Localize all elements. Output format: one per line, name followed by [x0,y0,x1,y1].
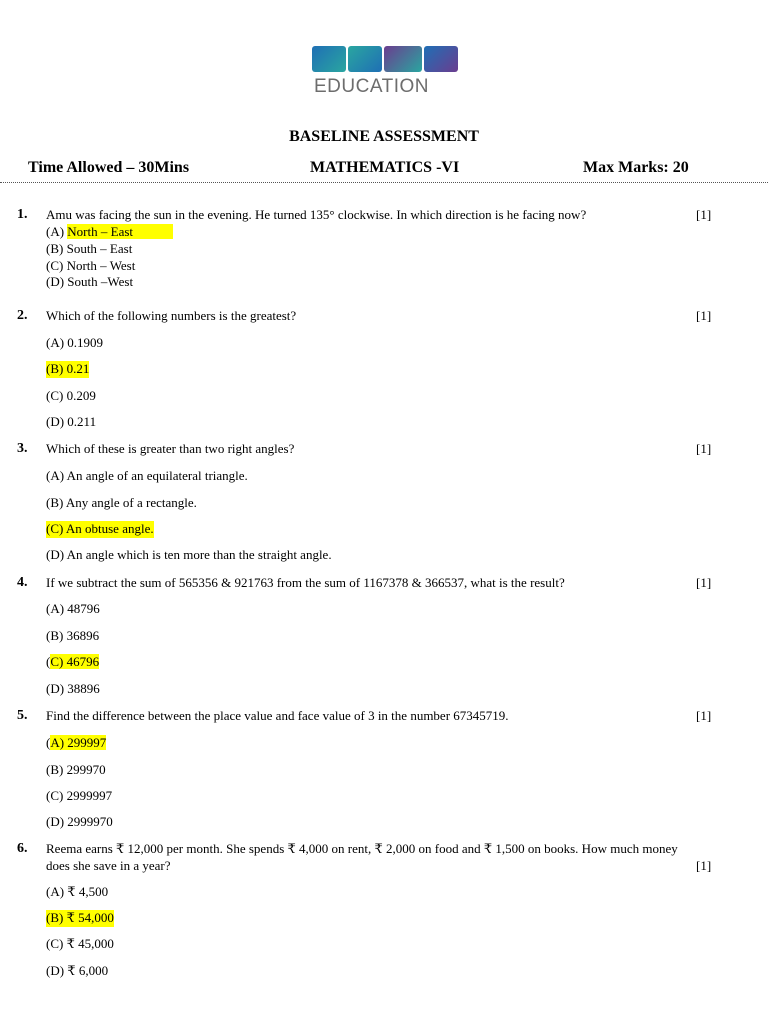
gems-logo-mark-icon [312,46,460,72]
question-marks: [1] [696,575,712,590]
option-c-label: ₹ 45,000 [66,936,114,951]
question-text: Which of the following numbers is the greatest? [46,308,297,323]
option-c-label: C) 46796 [50,654,100,669]
option-c[interactable]: (C) 2999997 [46,788,113,803]
option-d-label: South –West [67,274,134,289]
option-b-label: South – East [66,241,133,256]
question-marks: [1] [696,308,712,323]
option-a-label: A) 299997 [50,735,107,750]
question-marks: [1] [696,858,712,873]
option-a[interactable]: (A) 0.1909 [46,335,104,350]
option-c-label: 0.209 [66,388,96,403]
option-b-label: 36896 [66,628,100,643]
option-b[interactable]: (B) 299970 [46,762,106,777]
option-a[interactable]: (A) An angle of an equilateral triangle. [46,468,248,483]
option-c-label: An obtuse angle. [65,521,154,536]
option-d[interactable]: (D) South –West [46,274,134,289]
question-number: 5. [17,708,28,723]
option-a-label: An angle of an equilateral triangle. [66,468,248,483]
option-b[interactable]: (B) Any angle of a rectangle. [46,495,197,510]
subject-label: MATHEMATICS -VI [310,159,460,176]
option-b-label: ₹ 54,000 [66,910,114,925]
question-text: Which of these is greater than two right angles? [46,441,295,456]
option-a[interactable]: (A) ₹ 4,500 [46,884,109,899]
max-marks: Max Marks: 20 [583,159,689,176]
option-a-label: 48796 [67,601,100,616]
option-c-label: 2999997 [66,788,113,803]
question-text: If we subtract the sum of 565356 & 921763 from the sum of 1167378 & 366537, what is the result? [46,575,565,590]
option-d-label: ₹ 6,000 [67,963,109,978]
option-d-label: An angle which is ten more than the straight angle. [66,547,332,562]
header-divider [0,182,768,183]
option-b[interactable]: (B) 36896 [46,628,100,643]
logo-text: EDUCATION [314,76,429,97]
option-d[interactable]: (D) ₹ 6,000 [46,963,109,978]
option-b-label: 299970 [66,762,106,777]
question-text: Reema earns ₹ 12,000 per month. She spends ₹ 4,000 on rent, ₹ 2,000 on food and ₹ 1,500 on books. How much money does she save in a year? [46,841,678,873]
option-a[interactable]: (A) 48796 [46,601,100,616]
option-b[interactable]: (B) South – East [46,241,133,256]
option-a-label: North – East [67,224,173,239]
option-d-label: 0.211 [67,414,97,429]
option-a[interactable]: (A) 299997 [46,735,107,750]
question-marks: [1] [696,441,712,456]
question-text: Amu was facing the sun in the evening. He turned 135° clockwise. In which direction is he facing now? [46,207,587,222]
question-number: 3. [17,441,28,456]
option-a-label: ₹ 4,500 [67,884,109,899]
question-number: 6. [17,841,28,856]
option-c[interactable]: (C) 46796 [46,654,100,669]
option-b-label: Any angle of a rectangle. [65,495,197,510]
option-d[interactable]: (D) 0.211 [46,414,97,429]
gems-education-logo [312,46,460,98]
option-d[interactable]: (D) 38896 [46,681,100,696]
question-number: 2. [17,308,28,323]
question-number: 4. [17,575,28,590]
option-d[interactable]: (D) An angle which is ten more than the straight angle. [46,547,332,562]
time-allowed: Time Allowed – 30Mins [28,159,190,176]
option-c[interactable]: (C) ₹ 45,000 [46,936,114,951]
option-a-label: 0.1909 [67,335,104,350]
option-c[interactable]: (C) An obtuse angle. [46,521,154,536]
option-c[interactable]: (C) North – West [46,258,136,273]
option-b-label: 0.21 [66,361,90,376]
option-d-label: 38896 [67,681,100,696]
question-number: 1. [17,207,28,222]
option-d[interactable]: (D) 2999970 [46,814,113,829]
question-marks: [1] [696,207,712,222]
option-c-label: North – West [66,258,136,273]
option-b[interactable]: (B) ₹ 54,000 [46,910,114,925]
option-c[interactable]: (C) 0.209 [46,388,96,403]
question-marks: [1] [696,708,712,723]
option-a[interactable]: (A) North – East [46,224,173,241]
option-b[interactable]: (B) 0.21 [46,361,90,376]
question-text: Find the difference between the place value and face value of 3 in the number 67345719. [46,708,509,723]
option-d-label: 2999970 [67,814,113,829]
page-title: BASELINE ASSESSMENT [289,128,479,145]
